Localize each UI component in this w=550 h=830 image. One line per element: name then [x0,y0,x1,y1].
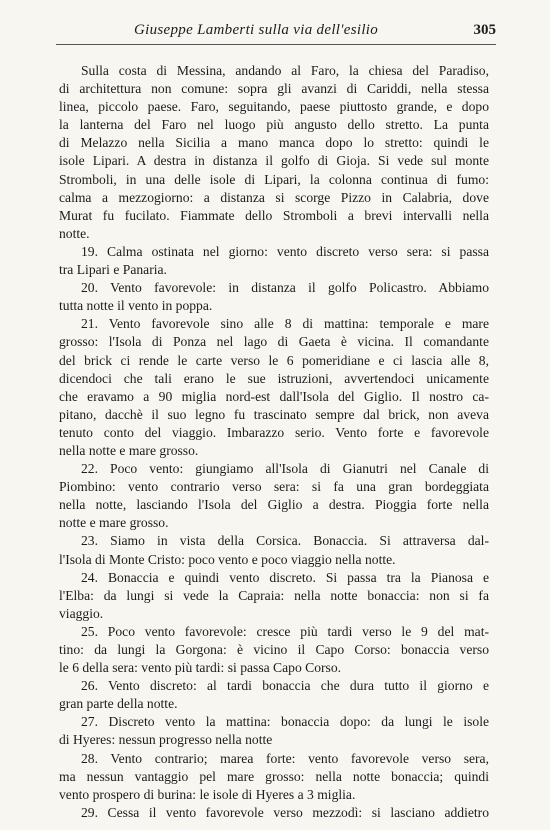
text-line: linea, piccolo paese. Faro, seguitando, paese piuttosto grande, e dopo [59,99,489,115]
body-text [59,62,489,822]
text-line: isole Lipari. A destra in distanza il golfo di Gioja. Si vede sul monte [59,153,489,169]
text-line: notte e mare grosso. [59,515,169,531]
paragraph [59,750,489,804]
text-line: nella notte e mare grosso. [59,442,199,458]
paragraph [59,62,489,243]
text-line: dicendoci che tali erano le sue istruzioni, avvertendoci unicamente [59,370,489,386]
text-line: di Hyeres: nessun progresso nella notte [59,732,273,748]
text-line: 20. Vento favorevole: in distanza il golfo Policastro. Abbiamo [81,280,489,296]
text-line: l'Elba: da lungi si vede la Capraia: nella notte bonaccia: non si fa [59,587,489,603]
paragraph [59,532,489,568]
text-line: 26. Vento discreto: al tardi bonaccia che dura tutto il giorno e [81,678,489,694]
paragraph [59,243,489,279]
page-header [56,22,496,45]
text-line: 28. Vento contrario; marea forte: vento favorevole verso sera, [81,750,489,766]
text-line: Piombino: vento contrario verso sera: si fa una gran bordeggiata [59,479,489,495]
text-line: Murat fu fucilato. Fiammate dello Stromboli a brevi intervalli nella [59,207,489,223]
paragraph [59,279,489,315]
text-line: di architettura non comune: sopra gli avanzi di Cariddi, nella stessa [59,81,489,97]
text-line: calma a mezzogiorno: a distanza si scorge Pizzo in Calabria, dove [59,189,489,205]
text-line: pitano, dacchè il suo legno fu trascinato sempre dal brick, non aveva [59,406,489,422]
text-line: che eravamo a 90 miglia nord-est dall'Isola del Giglio. Il nostro ca- [59,388,489,404]
text-line: 22. Poco vento: giungiamo all'Isola di Gianutri nel Canale di [81,461,489,477]
text-line: 19. Calma ostinata nel giorno: vento discreto verso sera: si passa [81,243,489,259]
text-line: ma nessun vantaggio pel mare grosso: nella notte bonaccia; quindi [59,768,489,784]
paragraph [59,460,489,532]
text-line: tra Lipari e Panaria. [59,262,167,278]
text-line: 25. Poco vento favorevole: cresce più tardi verso le 9 del mat- [81,623,489,639]
text-line: 23. Siamo in vista della Corsica. Bonaccia. Si attraversa dal- [81,533,489,549]
paragraph [59,804,489,822]
text-line: Stromboli, in una delle isole di Lipari, la colonna continua di fumo: [59,171,489,187]
paragraph [59,623,489,677]
paragraph [59,569,489,623]
text-line: tutta notte il vento in poppa. [59,298,213,314]
text-line: vento prospero di burina: le isole di Hyeres a 3 miglia. [59,786,356,802]
text-line: notte. [59,225,90,241]
paragraph [59,713,489,749]
text-line: tino: da lungi la Gorgona: è vicino il Capo Corso: bonaccia verso [59,642,489,657]
text-line: Sulla costa di Messina, andando al Faro, la chiesa del Paradiso, [81,63,489,78]
text-line: 24. Bonaccia e quindi vento discreto. Si passa tra la Pianosa e [81,569,489,585]
text-line: 27. Discreto vento la mattina: bonaccia dopo: da lungi le isole [81,714,489,730]
text-line: 21. Vento favorevole sino alle 8 di mattina: temporale e mare [81,316,489,332]
text-line: la lanterna del Faro nel luogo più angusto dello stretto. La punta [59,117,489,133]
paragraph [59,677,489,713]
text-line: viaggio. [59,605,104,621]
text-line: gran parte della notte. [59,696,178,712]
text-line: del brick ci rende le carte verso le 6 pomeridiane e ci lascia alle 8, [59,352,489,368]
text-line: l'Isola di Monte Cristo: poco vento e poco viaggio nella notte. [59,551,396,567]
text-line: 29. Cessa il vento favorevole verso mezzodì: si lasciano addietro [81,804,489,820]
text-line: di Melazzo nella Sicilia a mano manca dopo lo stretto: quindi le [59,135,489,151]
paragraph [59,315,489,460]
text-line: tenuto conto del viaggio. Imbarazzo serio. Vento forte e favorevole [59,424,489,440]
page-number: 305 [473,22,496,38]
running-head: Giuseppe Lamberti sulla via dell'esilio [134,22,379,38]
text-line: le 6 della sera: vento più tardi: si passa Capo Corso. [59,660,342,676]
text-line: nella notte, lasciando l'Isola del Giglio a destra. Pioggia forte nella [59,497,489,513]
text-line: grosso: l'Isola di Ponza nel lago di Gaeta è vicina. Il comandante [59,334,489,350]
